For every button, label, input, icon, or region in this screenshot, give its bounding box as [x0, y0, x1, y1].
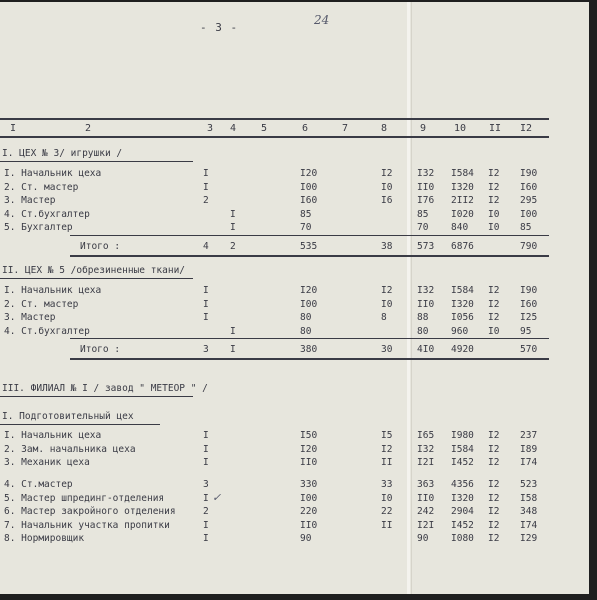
total-c6: 380 [300, 344, 318, 355]
cell-c3: I [203, 519, 209, 531]
total-c10: 6876 [451, 240, 474, 252]
cell-c9: I76 [417, 195, 435, 206]
cell-c4: I [230, 325, 236, 337]
cell-c9: I2I [417, 519, 435, 531]
cell-c11: I2 [488, 168, 500, 179]
cell-c9: 363 [417, 479, 435, 490]
row-label: 4. Ст.мастер [4, 479, 73, 490]
cell-c10: 840 [451, 222, 469, 233]
cell-c11: I2 [488, 492, 500, 504]
cell-c9: 80 [417, 325, 429, 337]
cell-c9: 242 [417, 506, 435, 517]
total-c12: 790 [520, 240, 538, 252]
cell-c11: I2 [488, 443, 500, 455]
total-c6: 535 [300, 240, 318, 252]
section-title-underline [0, 161, 193, 162]
section-title-underline [0, 396, 193, 397]
cell-c8: I0 [381, 492, 393, 504]
cell-c12: 348 [520, 506, 538, 517]
cell-c12: I60 [520, 298, 538, 310]
cell-c6: 80 [300, 325, 312, 337]
cell-c8: 22 [381, 506, 393, 517]
cell-c3: I [203, 430, 209, 441]
column-number: II [489, 123, 502, 134]
cell-c9: II0 [417, 492, 435, 504]
total-c8: 30 [381, 344, 393, 355]
cell-c6: II0 [300, 519, 318, 531]
row-label: 4. Ст.бухгалтер [4, 325, 90, 337]
cell-c9: I32 [417, 443, 435, 455]
cell-c10: I320 [451, 298, 474, 310]
total-c10: 4920 [451, 344, 474, 355]
page-number: - 3 - [200, 21, 239, 34]
row-label: 2. Зам. начальника цеха [4, 443, 136, 455]
cell-c11: I0 [488, 222, 500, 233]
section-subtitle-underline [0, 424, 160, 425]
cell-c8: I5 [381, 430, 393, 441]
column-number: 6 [302, 123, 309, 134]
cell-c6: I50 [300, 430, 318, 441]
cell-c6: I00 [300, 492, 318, 504]
cell-c11: I2 [488, 457, 500, 468]
document-page [0, 2, 589, 594]
column-number: 9 [420, 123, 427, 134]
cell-c12: I00 [520, 208, 538, 220]
column-number: 2 [85, 123, 92, 134]
row-label: 7. Начальник участка пропитки [4, 519, 170, 531]
total-c9: 4I0 [417, 344, 435, 355]
cell-c9: I32 [417, 168, 435, 179]
cell-c6: I00 [300, 298, 318, 310]
cell-c9: II0 [417, 298, 435, 310]
row-label: 3. Мастер [4, 195, 56, 206]
row-label: 3. Механик цеха [4, 457, 90, 468]
cell-c10: I320 [451, 492, 474, 504]
cell-c6: I20 [300, 285, 318, 296]
cell-c11: I2 [488, 181, 500, 193]
cell-c12: I90 [520, 168, 538, 179]
column-number: I2 [520, 123, 533, 134]
cell-c3: I [203, 312, 209, 323]
cell-c11: I2 [488, 506, 500, 517]
cell-c3: I [203, 168, 209, 179]
cell-c12: I74 [520, 457, 538, 468]
cell-c3: I [203, 533, 209, 544]
cell-c10: I320 [451, 181, 474, 193]
cell-c10: I584 [451, 443, 474, 455]
cell-c11: I2 [488, 519, 500, 531]
cell-c6: 70 [300, 222, 312, 233]
total-rule-bottom [70, 255, 549, 257]
cell-c12: I29 [520, 533, 538, 544]
cell-c11: I2 [488, 533, 500, 544]
cell-c9: 90 [417, 533, 429, 544]
total-rule-top [70, 235, 549, 236]
cell-c12: I90 [520, 285, 538, 296]
cell-c9: 88 [417, 312, 429, 323]
cell-c8: I0 [381, 181, 393, 193]
total-rule-bottom [70, 358, 549, 360]
header-rule-bottom [0, 136, 549, 138]
cell-c10: I056 [451, 312, 474, 323]
total-c4: I [230, 344, 236, 355]
cell-c10: I080 [451, 533, 474, 544]
cell-c12: I89 [520, 443, 538, 455]
cell-c12: I58 [520, 492, 538, 504]
cell-c8: I0 [381, 298, 393, 310]
cell-c10: 960 [451, 325, 469, 337]
cell-c9: 70 [417, 222, 429, 233]
column-number: 4 [230, 123, 237, 134]
handwritten-page-number: 24 [314, 13, 330, 27]
total-label: Итого : [80, 240, 121, 252]
cell-c11: I0 [488, 208, 500, 220]
cell-c6: 220 [300, 506, 318, 517]
column-number: 7 [342, 123, 349, 134]
check-mark: ✓ [212, 490, 222, 504]
total-c3: 4 [203, 240, 209, 252]
section-title-underline [0, 278, 193, 279]
total-c12: 570 [520, 344, 538, 355]
section-title: I. ЦЕХ № 3/ игрушки / [2, 148, 123, 159]
cell-c9: I2I [417, 457, 435, 468]
cell-c3: 2 [203, 506, 209, 517]
cell-c8: 33 [381, 479, 393, 490]
cell-c10: I452 [451, 519, 474, 531]
cell-c6: 80 [300, 312, 312, 323]
cell-c3: I [203, 457, 209, 468]
cell-c11: I2 [488, 479, 500, 490]
column-number: 10 [454, 123, 467, 134]
cell-c3: I [203, 285, 209, 296]
row-label: 2. Ст. мастер [4, 298, 79, 310]
cell-c3: I [203, 443, 209, 455]
cell-c11: I2 [488, 195, 500, 206]
cell-c10: 4356 [451, 479, 474, 490]
cell-c9: I65 [417, 430, 435, 441]
cell-c6: II0 [300, 457, 318, 468]
cell-c12: 237 [520, 430, 538, 441]
row-label: 2. Ст. мастер [4, 181, 79, 193]
section-title: II. ЦЕХ № 5 /обрезиненные ткани/ [2, 265, 186, 276]
cell-c9: I32 [417, 285, 435, 296]
cell-c8: 8 [381, 312, 387, 323]
cell-c6: I60 [300, 195, 318, 206]
cell-c6: 85 [300, 208, 312, 220]
total-c8: 38 [381, 240, 393, 252]
total-c3: 3 [203, 344, 209, 355]
row-label: 5. Бухгалтер [4, 222, 73, 233]
page-fold-shadow [411, 2, 412, 594]
column-number: 5 [261, 123, 268, 134]
cell-c3: I [203, 181, 209, 193]
cell-c3: I [203, 492, 209, 504]
row-label: I. Начальник цеха [4, 168, 102, 179]
row-label: 5. Мастер шпрединг-отделения [4, 492, 165, 504]
cell-c11: I2 [488, 298, 500, 310]
header-rule-top [0, 118, 549, 120]
cell-c11: I2 [488, 285, 500, 296]
cell-c12: I60 [520, 181, 538, 193]
row-label: 4. Ст.бухгалтер [4, 208, 90, 220]
column-number: 3 [207, 123, 214, 134]
cell-c8: II [381, 519, 393, 531]
column-number: I [10, 123, 17, 134]
cell-c6: 330 [300, 479, 318, 490]
row-label: I. Начальник цеха [4, 430, 102, 441]
page-fold [407, 2, 410, 594]
cell-c8: I2 [381, 443, 393, 455]
column-number: 8 [381, 123, 388, 134]
total-rule-top [70, 338, 549, 339]
cell-c6: 90 [300, 533, 312, 544]
cell-c10: I452 [451, 457, 474, 468]
cell-c11: I2 [488, 312, 500, 323]
cell-c3: 3 [203, 479, 209, 490]
cell-c12: 295 [520, 195, 538, 206]
cell-c4: I [230, 222, 236, 233]
cell-c8: I6 [381, 195, 393, 206]
cell-c8: II [381, 457, 393, 468]
cell-c3: I [203, 298, 209, 310]
cell-c9: 85 [417, 208, 429, 220]
cell-c12: 523 [520, 479, 538, 490]
cell-c8: I2 [381, 285, 393, 296]
cell-c9: II0 [417, 181, 435, 193]
cell-c11: I0 [488, 325, 500, 337]
cell-c10: I584 [451, 168, 474, 179]
cell-c12: I74 [520, 519, 538, 531]
row-label: I. Начальник цеха [4, 285, 102, 296]
cell-c10: 2904 [451, 506, 474, 517]
cell-c10: 2II2 [451, 195, 474, 206]
section-title: III. ФИЛИАЛ № I / завод " МЕТЕОР " / [2, 383, 208, 394]
cell-c10: I020 [451, 208, 474, 220]
total-c4: 2 [230, 240, 236, 252]
cell-c6: I20 [300, 168, 318, 179]
cell-c10: I980 [451, 430, 474, 441]
section-subtitle: I. Подготовительный цех [2, 411, 134, 422]
row-label: 8. Нормировщик [4, 533, 85, 544]
cell-c6: I20 [300, 443, 318, 455]
row-label: 3. Мастер [4, 312, 56, 323]
cell-c12: I25 [520, 312, 538, 323]
cell-c4: I [230, 208, 236, 220]
cell-c11: I2 [488, 430, 500, 441]
cell-c3: 2 [203, 195, 209, 206]
cell-c8: I2 [381, 168, 393, 179]
cell-c12: 95 [520, 325, 532, 337]
row-label: 6. Мастер закройного отделения [4, 506, 176, 517]
total-label: Итого : [80, 344, 121, 355]
cell-c6: I00 [300, 181, 318, 193]
cell-c12: 85 [520, 222, 532, 233]
cell-c10: I584 [451, 285, 474, 296]
total-c9: 573 [417, 240, 435, 252]
